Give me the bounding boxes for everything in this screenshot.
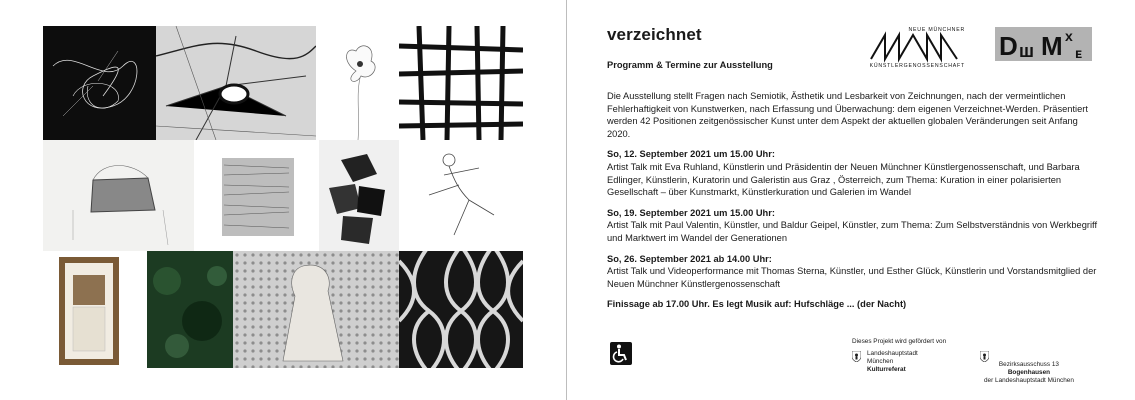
artwork-black-cubes [319,140,399,251]
event-2-text: Artist Talk mit Paul Valentin, Künstler, und Baldur Geipel, Künstler, zum Thema: Zum Selbstverständnis von Werkbegriff und Marktwert im Wandel der Generationen [607,220,1098,243]
dmx-logo [995,27,1092,61]
intro-paragraph: Die Ausstellung stellt Fragen nach Semiotik, Ästhetik und Lesbarkeit von Zeichnungen, nach der vermeintlichen Fehlerhaftigkeit von Kunstwerken, nach Erfassung und Überwachung: dem eigenen Verzeichnet-Werden. Präsentiert werden 42 Positionen zeitgenössischer Kunst unter dem Aspekt der aktuellen globalen Veränderungen seit Anfang 2020. [607,91,1088,139]
event-3 [607,253,1102,291]
munich-crest-icon [852,351,861,362]
artwork-hatched-texture [194,140,319,251]
artwork-green-painting [147,251,233,368]
artwork-figure-drawing [399,140,523,251]
page-title: verzeichnet [607,25,702,44]
sponsor-bezirksausschuss [972,350,1102,382]
svg-text:x: x [1065,28,1073,44]
artwork-ink-grid [399,26,523,140]
event-1-date: So, 12. September 2021 um 15.00 Uhr: [607,149,775,160]
artwork-metal-lattice [399,251,523,368]
svg-text:M: M [1041,31,1063,61]
nmk-logo [869,25,965,69]
funded-by-label: Dieses Projekt wird gefördert von [852,338,947,345]
event-1-text: Artist Talk mit Eva Ruhland, Künstlerin und Präsidentin der Neuen Münchner Künstlergenossenschaft, und Barbara Edlinger, Künstlerin, Kuratorin und Galeristin aus Graz , Österreich, zum Thema: Kuration in einer polarisierten Gesellschaft – über Kunstmarkt, Künstlerkuration und Galerien im Wandel [607,161,1080,198]
artwork-box-sketch [43,140,194,251]
program-panel [607,0,1107,400]
artwork-poppy-drawing [316,26,399,140]
sponsor-1-line-3: Kulturreferat [867,366,906,373]
sponsor-2-line-2: Bogenhausen [1007,369,1051,376]
program-text [607,90,1102,319]
sponsor-2-line-1: Bezirksausschuss 13 [998,361,1059,368]
sponsor-kulturreferat [852,350,972,382]
artwork-black-scribble [43,26,156,140]
artwork-collage [43,26,523,368]
event-3-text: Artist Talk und Videoperformance mit Thomas Sterna, Künstler, und Esther Glück, Künstlerin und Vorstandsmitglied der Neuen Münchner Künstlergenossenschaft [607,266,1097,289]
finissage: Finissage ab 17.00 Uhr. Es legt Musik auf: Hufschläge ... (der Nacht) [607,299,907,310]
artwork-broken-glass [156,26,316,140]
svg-text:ᴇ: ᴇ [1075,45,1083,61]
fold-line [566,0,567,400]
event-1 [607,148,1102,198]
svg-text:ш: ш [1019,41,1035,61]
event-2 [607,207,1102,245]
sponsor-1-line-2: München [867,358,894,365]
svg-text:NEUE MÜNCHNER: NEUE MÜNCHNER [908,27,965,33]
svg-text:D: D [999,31,1018,61]
event-2-date: So, 19. September 2021 um 15.00 Uhr: [607,207,775,218]
sponsor-1-line-1: Landeshauptstadt [867,350,918,357]
artwork-patterned-figure [233,251,399,368]
page-subtitle: Programm & Termine zur Ausstellung [607,60,773,70]
sponsor-2-line-3: der Landeshauptstadt München [984,377,1074,384]
event-3-date: So, 26. September 2021 ab 14.00 Uhr: [607,253,772,264]
artwork-framed-book [43,251,147,368]
svg-text:KÜNSTLERGENOSSENSCHAFT: KÜNSTLERGENOSSENSCHAFT [869,63,965,69]
wheelchair-accessible-icon [610,342,632,365]
